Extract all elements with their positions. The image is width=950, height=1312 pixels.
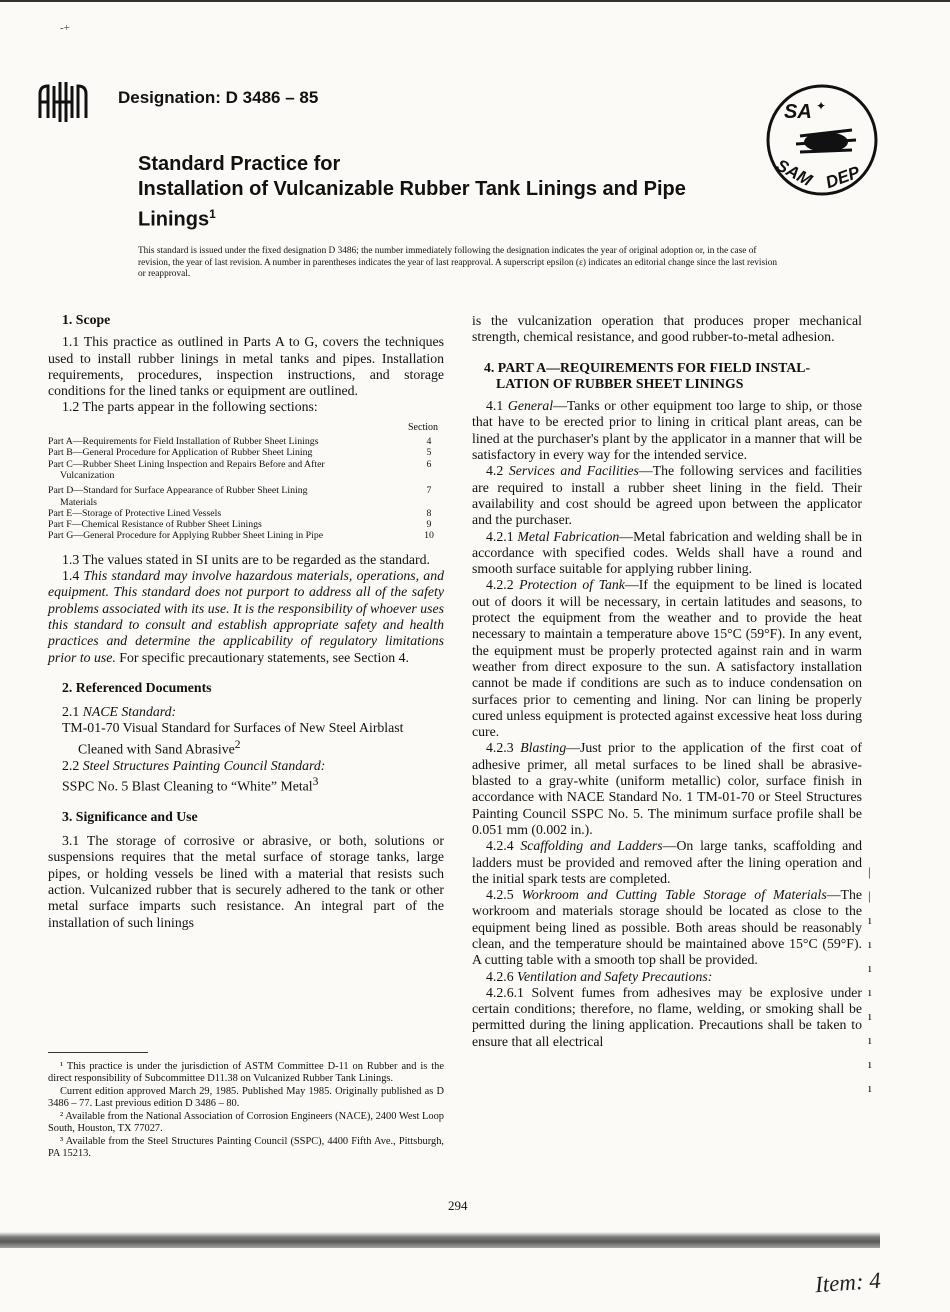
- para-4-2-4-num: 4.2.4: [486, 838, 521, 854]
- preface-note: This standard is issued under the fixed designation D 3486; the number immediately following the designation indicates the year of original adoption or, in the case of revision, the year of last revision. A number in parentheses indicates the year of last reapproval. A superscript epsilon (ε) indicates an editorial change since the last revision or reapproval.: [138, 246, 777, 280]
- para-4-2-2-num: 4.2.2: [486, 577, 520, 593]
- para-1-4-tail: For specific precautionary statements, see Section 4.: [115, 649, 409, 665]
- heading-significance: 3. Significance and Use: [62, 808, 198, 824]
- scan-mark: -+: [60, 22, 70, 34]
- toc-label: Part F—Chemical Resistance of Rubber Sheet Linings: [48, 519, 262, 531]
- toc-section: 10: [424, 530, 434, 542]
- scan-margin-marks: | | ı ı ı ı ı ı ı ı: [868, 864, 872, 1095]
- para-4-2-num: 4.2: [486, 463, 509, 479]
- footnotes: [48, 1052, 444, 1161]
- designation: Designation: D 3486 – 85: [118, 88, 319, 107]
- ref-sspc-sup: 3: [312, 775, 319, 788]
- scan-top-edge: [0, 0, 950, 12]
- title-line-3: [138, 202, 778, 233]
- footnote-rule: [48, 1052, 148, 1053]
- toc-section: 8: [426, 507, 432, 519]
- heading-scope: 1. Scope: [62, 312, 111, 327]
- toc-header: Section: [408, 421, 438, 433]
- ref-2-2: [48, 758, 444, 774]
- para-4-2-1-num: 4.2.1: [486, 528, 518, 544]
- para-4-2-5: [472, 887, 862, 968]
- svg-text:✦: ✦: [816, 99, 827, 113]
- para-4-2-2-text: —If the equipment to be lined is located out of doors it will be necessary, in certain latitudes and seasons, to protect the equipment from the weather and to provide the heat necessary to maintain a temperature above 15°C (59°F). In any event, the equipment must be properly protected against rain and in warm weather from direct exposure to the sun. A satisfactory installation cannot be made if conditions are such as to induce condensation on surfaces prior to cementing and lining. Nor can lining be properly cured unless equipment is protected against excessive heat loss during cure.: [472, 577, 862, 740]
- heading-part-a-line2: LATION OF RUBBER SHEET LININGS: [496, 375, 744, 391]
- page-number: 294: [448, 1198, 468, 1213]
- toc-label-wrap: Vulcanization: [60, 469, 115, 481]
- toc-label: Part A—Requirements for Field Installation of Rubber Sheet Linings: [48, 436, 319, 448]
- toc-label: [48, 459, 400, 482]
- toc-row: [48, 459, 444, 482]
- heading-part-a: [472, 360, 862, 393]
- para-4-2-1-title: Metal Fabrication: [517, 528, 620, 544]
- title-footnote-ref: 1: [209, 207, 216, 221]
- toc-row: [48, 485, 444, 508]
- toc-section: 4: [426, 436, 432, 448]
- toc-label: Part B—General Procedure for Application of Rubber Sheet Lining: [48, 447, 313, 459]
- para-4-2-5-num: 4.2.5: [486, 887, 522, 903]
- para-4-2: [472, 463, 862, 528]
- toc-label: Part G—General Procedure for Applying Rubber Sheet Lining in Pipe: [48, 530, 324, 542]
- toc-label-text: Part D—Standard for Surface Appearance of Rubber Sheet Lining: [48, 485, 308, 497]
- toc-section: 5: [426, 447, 432, 459]
- para-4-2-1: [472, 529, 862, 578]
- para-1-1: 1.1 This practice as outlined in Parts A to G, covers the techniques used to install rubber linings in metal tanks and pipes. Installation requirements, procedures, inspection instructions, and storage conditions for the lined tanks or equipment are outlined.: [48, 334, 444, 399]
- para-4-2-2-title: Protection of Tank: [519, 577, 625, 593]
- toc-section: 6: [426, 458, 432, 470]
- para-4-2-6: [472, 969, 862, 985]
- para-4-1-title: General: [507, 398, 554, 414]
- para-4-2-5-title: Workroom and Cutting Table Storage of Materials: [521, 887, 827, 903]
- toc-section: 7: [426, 485, 432, 497]
- title-line-3-text: Linings: [138, 208, 210, 231]
- astm-logo: [34, 78, 94, 126]
- para-4-2-3-num: 4.2.3: [486, 740, 521, 756]
- para-3-1-cont: is the vulcanization operation that produces proper mechanical strength, chemical resistance, and good rubber-to-metal adhesion.: [472, 313, 862, 345]
- para-1-4: [48, 568, 444, 666]
- toc-label: [48, 485, 400, 508]
- ref-2-1: [48, 704, 444, 720]
- para-4-2-3-title: Blasting: [520, 740, 567, 756]
- toc-row: [48, 447, 444, 458]
- para-4-2-4-text: —On large tanks, scaffolding and ladders must be provided and removed after the lining operation and the initial spark tests are completed.: [472, 838, 862, 886]
- para-4-1-num: 4.1: [486, 398, 508, 414]
- ref-2-1-title: NACE Standard:: [82, 704, 177, 720]
- samdep-stamp: [760, 80, 880, 200]
- para-4-1-text: —Tanks or other equipment too large to ship, or those that have to be erected prior to lining in critical plant areas, can be lined at the purchaser's plant by the applicator in a manner that will be satisfactory in every way for the intended service.: [472, 398, 862, 463]
- para-1-3: 1.3 The values stated in SI units are to be regarded as the standard.: [62, 551, 430, 567]
- parts-table: [48, 436, 444, 542]
- para-4-2-text: —The following services and facilities are required to install a rubber sheet lining in the field. Their availability and cost should be agreed upon between the applicator and the purchaser.: [472, 463, 863, 528]
- title-line-2: Installation of Vulcanizable Rubber Tank Linings and Pipe: [138, 178, 686, 200]
- scan-bottom-shadow: [0, 1232, 880, 1248]
- para-4-2-5-text: —The workroom and materials storage should be located as close to the equipment being lined as possible. Both areas should be reasonably clean, and the temperature should be maintained above 15°C (59°F). A cutting table with a smooth top shall be provided.: [472, 887, 862, 968]
- toc-label: Part E—Storage of Protective Lined Vessels: [48, 507, 222, 519]
- toc-label-text: Part C—Rubber Sheet Lining Inspection and Repairs Before and After: [48, 458, 325, 470]
- svg-text:SA: SA: [784, 101, 812, 123]
- svg-text:SAM: SAM: [772, 155, 816, 190]
- left-column: [48, 312, 444, 931]
- toc-row: [48, 519, 444, 530]
- ref-sspc-text: SSPC No. 5 Blast Cleaning to “White” Metal: [62, 778, 313, 794]
- para-1-2: 1.2 The parts appear in the following sections:: [62, 399, 318, 415]
- handwritten-item-note: Item: 4: [814, 1267, 882, 1298]
- ref-tm-text: TM-01-70 Visual Standard for Surfaces of New Steel Airblast Cleaned with Sand Abrasive: [62, 720, 404, 757]
- heading-part-a-line1: 4. PART A—REQUIREMENTS FOR FIELD INSTAL-: [484, 359, 811, 375]
- para-4-2-6-1: 4.2.6.1 Solvent fumes from adhesives may be explosive under certain conditions; therefore, no flame, welding, or smoking shall be permitted during the lining application. Precautions shall be taken to ensure that all electrical: [472, 984, 862, 1049]
- title-line-1: Standard Practice for: [138, 153, 341, 175]
- para-4-2-4: [472, 838, 862, 887]
- footnote-1b: Current edition approved March 29, 1985. Published May 1985. Originally published as D 3486 – 77. Last previous edition D 3486 – 80.: [48, 1086, 444, 1109]
- para-4-2-3: [472, 740, 862, 838]
- svg-text:DEP: DEP: [823, 162, 863, 193]
- ref-2-2-num: 2.2: [62, 757, 83, 773]
- ref-tm-sup: 2: [234, 738, 241, 751]
- footnote-2: ² Available from the National Association of Corrosion Engineers (NACE), 2400 West Loop South, Houston, TX 77027.: [48, 1111, 444, 1134]
- para-4-2-3-text: —Just prior to the application of the first coat of adhesive primer, all metal surfaces to be lined shall be abrasive-blasted to a gray-white (uniform metallic) color, surface finish in accordance with NACE Standard No. 1 TM-01-70 or Steel Structures Painting Council SSPC No. 5. The minimum surface profile shall be 0.051 mm (0.002 in.).: [472, 740, 862, 837]
- ref-tm-01-70: [48, 720, 444, 757]
- para-1-4-num: 1.4: [62, 568, 84, 584]
- para-1-4-safety: This standard may involve hazardous materials, operations, and equipment. This standard does not purport to address all of the safety problems associated with its use. It is the responsibility of whoever uses this standard to consult and establish appropriate safety and health practices and determine the applicability of regulatory limitations prior to use.: [48, 568, 444, 665]
- footnote-3: ³ Available from the Steel Structures Painting Council (SSPC), 4400 Fifth Ave., Pittsburgh, PA 15213.: [48, 1136, 444, 1159]
- para-3-1: 3.1 The storage of corrosive or abrasive, or both, solutions or suspensions requires that the metal surface of storage tanks, large pipes, or holding vessels be lined with a material that resists such action. Vulcanized rubber that is securely adhered to the tank or other metal surface imparts such resistance. An integral part of the installation of such linings: [48, 833, 444, 930]
- toc-label-wrap: Materials: [60, 496, 97, 508]
- para-4-2-6-title: Ventilation and Safety Precautions:: [517, 968, 713, 984]
- ref-2-2-title: Steel Structures Painting Council Standard:: [82, 757, 326, 773]
- para-4-2-4-title: Scaffolding and Ladders: [520, 838, 663, 854]
- toc-row: [48, 530, 444, 541]
- para-4-2-2: [472, 577, 862, 740]
- page-title: [138, 152, 778, 233]
- toc-row: [48, 508, 444, 519]
- para-4-2-1-text: —Metal fabrication and welding shall be in accordance with specified codes. Welds shall have a round and smooth surface suitable for applying rubber lining.: [472, 528, 862, 577]
- referenced-documents: [48, 704, 444, 795]
- para-4-2-title: Services and Facilities: [508, 463, 639, 479]
- para-4-2-6-num: 4.2.6: [486, 968, 518, 984]
- toc-section: 9: [426, 519, 432, 531]
- heading-referenced: 2. Referenced Documents: [62, 679, 212, 695]
- toc-row: [48, 436, 444, 447]
- ref-sspc-5: [48, 774, 444, 795]
- footnote-1: ¹ This practice is under the jurisdiction of ASTM Committee D-11 on Rubber and is the direct responsibility of Subcommittee D11.38 on Vulcanized Rubber Tank Linings.: [48, 1061, 444, 1084]
- ref-2-1-num: 2.1: [62, 704, 83, 720]
- right-column: [472, 313, 862, 1050]
- para-4-1: [472, 398, 862, 463]
